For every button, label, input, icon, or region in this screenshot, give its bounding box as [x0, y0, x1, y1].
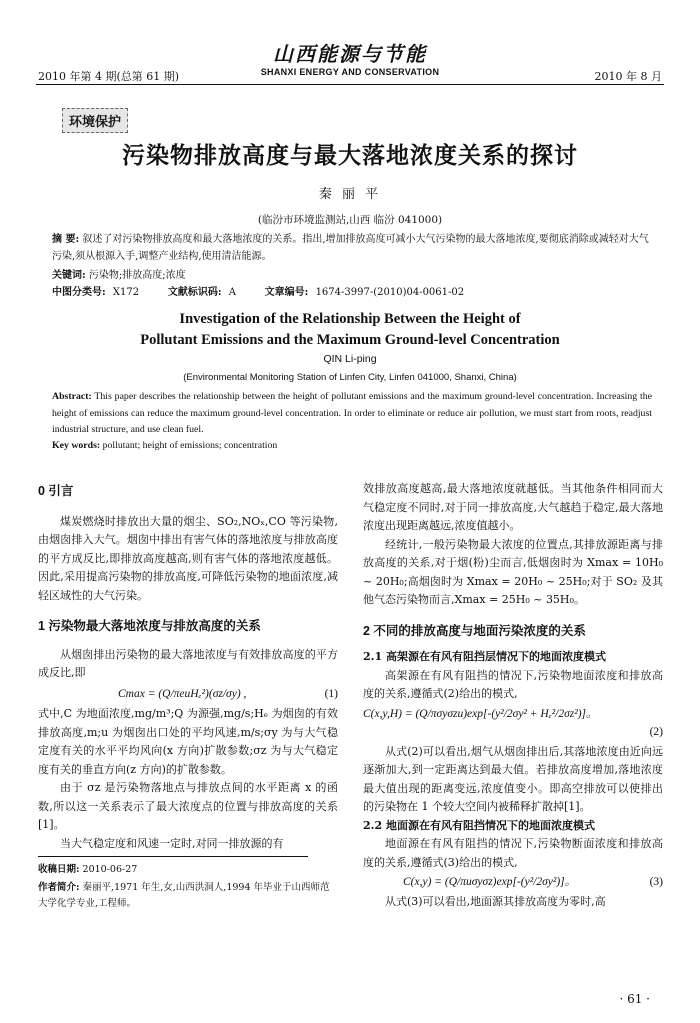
doc-code-label: 文献标识码:	[167, 287, 222, 298]
article-no-value: 1674-3997-(2010)04-0061-02	[315, 287, 465, 298]
english-title-line1: Investigation of the Relationship Between the Height of	[179, 311, 521, 327]
equation-3-number: (3)	[649, 876, 663, 888]
clc-value: X172	[112, 287, 140, 298]
bio-text: 秦丽平,1971 年生,女,山西洪洞人,1994 年毕业于山西师范大学化学专业,工程师。	[38, 882, 330, 909]
page-number: · 61 ·	[619, 992, 650, 1006]
section-0-paragraph: 煤炭燃烧时排放出大量的烟尘、SO₂,NOₓ,CO 等污染物,由烟囱排入大气。烟囱中排出有害气体的落地浓度与排放高度的平方成反比,即排放高度越高,则有害气体的落地浓度越低。因此,采用提高污染物的排放高度,可降低污染物的地面浓度,减轻区域性的大气污染。	[38, 514, 338, 602]
section-2-2-paragraph-2: 从式(3)可以看出,地面源其排放高度为零时,高	[385, 894, 606, 908]
section-2-1-paragraph-2: 从式(2)可以看出,烟气从烟囱排出后,其落地浓度由近向远逐渐加大,到一定距离达到最大值。若排放高度增加,落地浓度最大值出现的距离变远,浓度值变小。即高空排放可以使排出的污染物在 1 个较大空间内被稀释扩散掉[1]。	[363, 744, 663, 813]
header-divider	[36, 84, 664, 85]
footnote-bio	[38, 880, 338, 912]
doc-code-value: A	[228, 287, 236, 298]
author-name: 秦 丽 平	[318, 187, 382, 202]
equation-2-number: (2)	[649, 726, 663, 738]
english-abstract-label: Abstract:	[52, 391, 92, 402]
equation-1-number: (1)	[324, 687, 338, 700]
issue-date: 2010 年 8 月	[594, 70, 662, 83]
bio-label: 作者简介:	[38, 882, 80, 893]
affiliation: (临汾市环境监测站,山西 临汾 041000)	[257, 214, 443, 226]
journal-name-en: SHANXI ENERGY AND CONSERVATION	[260, 67, 440, 77]
abstract-cn-label: 摘 要:	[52, 234, 80, 245]
english-author: QIN Li-ping	[323, 353, 377, 365]
received-date: 2010-06-27	[82, 864, 138, 875]
issue-info: 2010 年第 4 期(总第 61 期)	[38, 70, 180, 83]
equation-3-row	[363, 872, 663, 893]
section-1-paragraph-4: 当大气稳定度和风速一定时,对同一排放源的有	[60, 836, 284, 850]
equation-3: C(x,y) = (Q/πuσyσz)exp[-(y²/2σy²)]。	[403, 876, 577, 888]
section-2-1-paragraph-1: 高架源在有风有阻挡的情况下,污染物地面浓度和排放高度的关系,遵循式(2)给出的模式,	[363, 668, 663, 700]
paper-title: 污染物排放高度与最大落地浓度关系的探讨	[122, 142, 578, 169]
equation-1-row	[38, 683, 338, 706]
english-keywords-text: pollutant; height of emissions; concentration	[102, 440, 278, 451]
english-keywords-label: Key words:	[52, 440, 101, 451]
section-1-paragraph-1: 从烟囱排出污染物的最大落地浓度与有效排放高度的平方成反比,即	[38, 647, 338, 679]
section-1-paragraph-2: 式中,C 为地面浓度,mg/m³;Q 为源强,mg/s;Hₑ 为烟囱的有效排放高度,m;u 为烟囱出口处的平均风速,m/s;σy 为与大气稳定度有关的水平平均风向(x 方向)扩散参数;σz 为与大气稳定度有关的垂直方向(z 方向)的扩散参数。	[38, 707, 338, 776]
keywords-cn-label: 关键词:	[52, 270, 86, 281]
article-no-label: 文章编号:	[264, 287, 309, 298]
equation-1: Cmax = (Q/πeuHₑ²)(σz/σy) ,	[118, 687, 247, 700]
keywords-cn	[52, 266, 186, 281]
english-affiliation: (Environmental Monitoring Station of Linfen City, Linfen 041000, Shanxi, China)	[183, 372, 517, 383]
section-2-heading: 2 不同的排放高度与地面污染浓度的关系	[363, 623, 586, 638]
keywords-cn-text: 污染物;排放高度;浓度	[88, 270, 186, 281]
journal-logo: 山西能源与节能	[273, 42, 427, 66]
abstract-cn	[52, 231, 652, 265]
section-tag: 环境保护	[62, 108, 128, 133]
abstract-cn-text: 叙述了对污染物排放高度和最大落地浓度的关系。指出,增加排放高度可减小大气污染物的最大落地浓度,要彻底消除或减轻对大气污染,须从根源入手,调整产业结构,使用清洁能源。	[52, 234, 649, 262]
received-label: 收稿日期:	[38, 864, 80, 875]
section-2-1-heading: 2.1 高架源在有风有阻挡层情况下的地面浓度模式	[363, 650, 606, 663]
english-title	[0, 309, 700, 351]
left-column	[38, 482, 338, 853]
section-1-paragraph-3: 由于 σz 是污染物落地点与排放点间的水平距离 x 的函数,所以这一关系表示了最大浓度点的位置与排放高度的关系[1]。	[38, 781, 338, 831]
continued-paragraph: 效排放高度越高,最大落地浓度就越低。当其他条件相同而大气稳定度不同时,对于同一排放高度,大气越趋于稳定,最大落地浓度出现距离越远,浓度值越小。	[363, 482, 663, 532]
english-title-line2: Pollutant Emissions and the Maximum Ground-level Concentration	[140, 332, 560, 348]
classification-line	[52, 283, 464, 298]
section-0-heading: 0 引言	[38, 484, 74, 498]
right-column	[363, 480, 663, 911]
equation-2-row	[363, 704, 663, 743]
section-2-2-heading: 2.2 地面源在有风有阻挡情况下的地面浓度模式	[363, 818, 595, 832]
statistics-paragraph: 经统计,一般污染物最大浓度的位置点,其排放源距离与排放高度的关系,对于烟(粉)尘而言,低烟囱时为 Xmax = 10H₀ ~ 20H₀;高烟囱时为 Xmax = 20H₀ ~ 25H₀;对于 SO₂ 及其他气态污染物而言,Xmax = 25H₀ ~ 35H₀。	[363, 537, 663, 606]
footnote-divider	[38, 856, 308, 857]
section-1-heading: 1 污染物最大落地浓度与排放高度的关系	[38, 619, 261, 633]
english-keywords	[52, 440, 277, 451]
english-abstract-text: This paper describes the relationship between the height of pollutant emissions and the maximum ground-level concentration. Increasing the height of emissions can reduce the maximum ground-level concentration. In order to eliminate or reduce air pollution, we must start from roots, readjust industrial structure, and use clean fuel.	[52, 391, 652, 435]
english-abstract	[52, 389, 652, 439]
section-2-2-paragraph-1: 地面源在有风有阻挡的情况下,污染物断面浓度和排放高度的关系,遵循式(3)给出的模式,	[363, 837, 663, 869]
clc-label: 中图分类号:	[52, 287, 106, 298]
footnote-received	[38, 862, 338, 878]
equation-2: C(x,y,H) = (Q/πσyσzu)exp[-(y²/2σy² + Hₑ²/2σz²)]。	[363, 707, 598, 720]
